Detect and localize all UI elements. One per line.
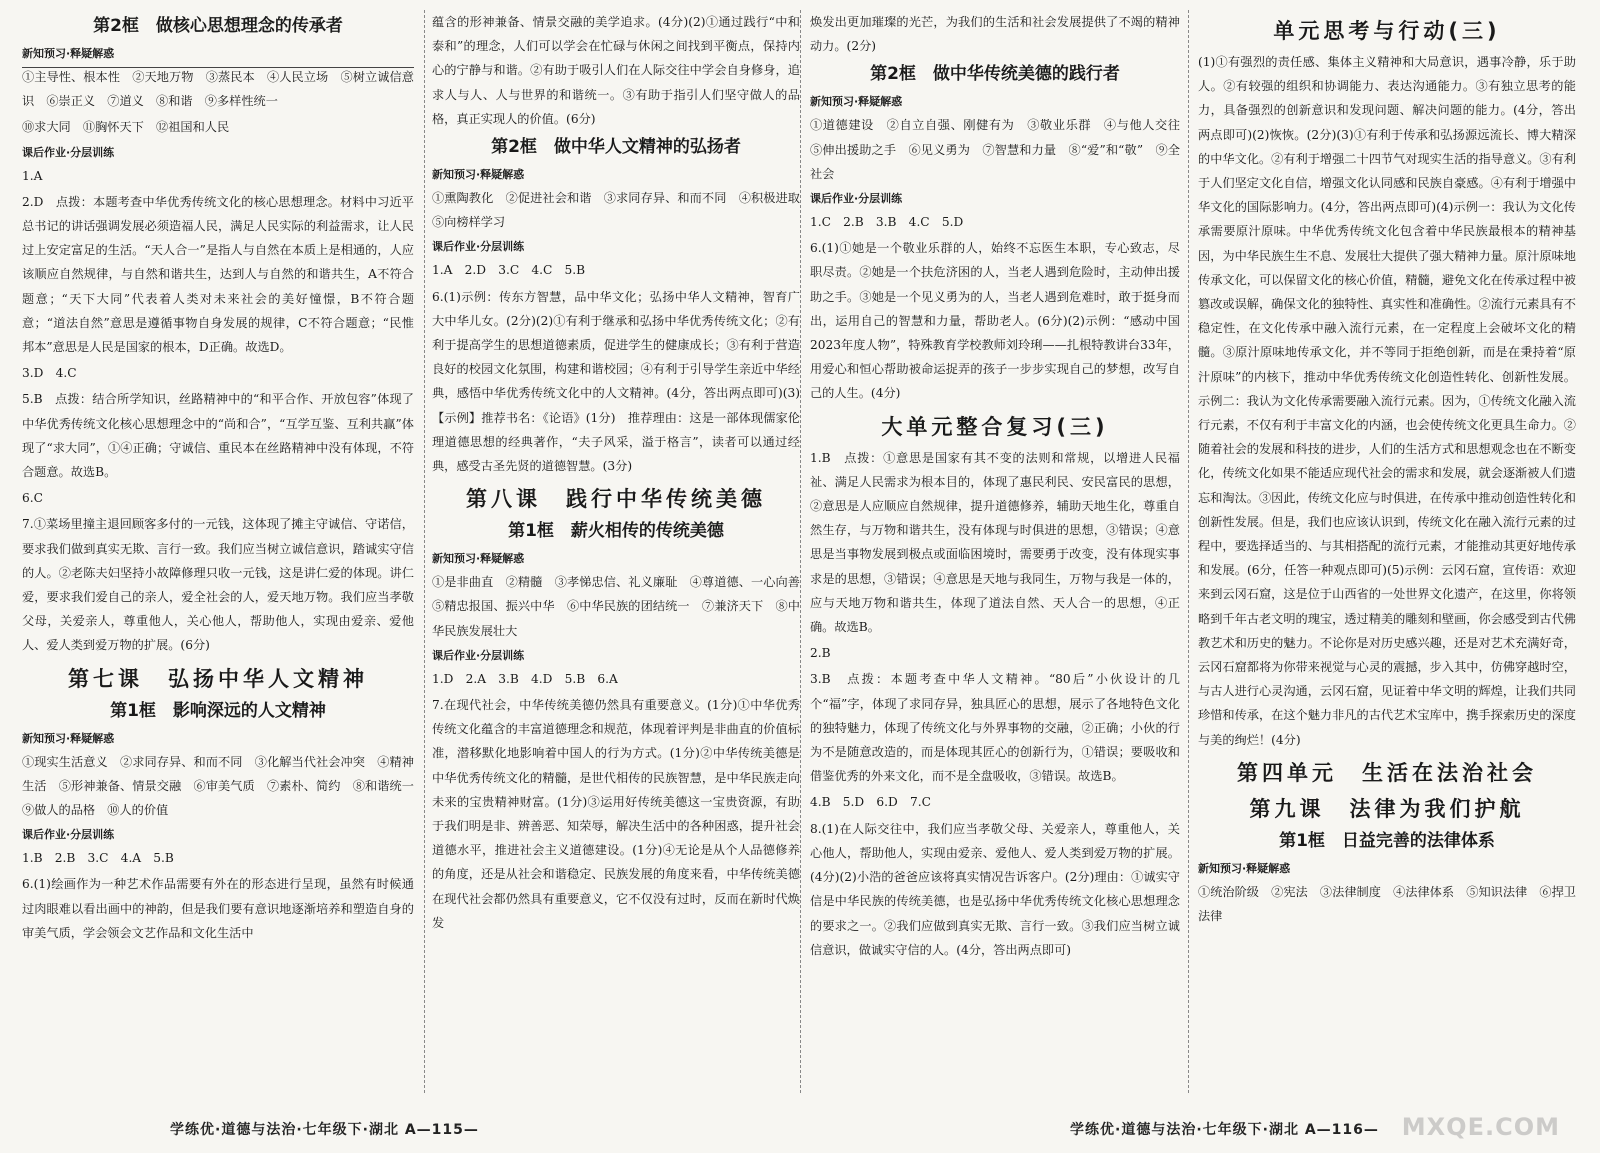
answer-paragraph: ①统治阶级 ②宪法 ③法律制度 ④法律体系 ⑤知识法律 ⑥捍卫法律 [1198, 884, 1576, 924]
answer-paragraph: 1.B 点拨：①意思是国家有其不变的法则和常规，以增进人民福祉、满足人民需求为根本目的，体现了惠民利民、安民富民的思想，②意思是人应顺应自然规律，提升道德修养，辅助天地生化，尊重自然生存，与万物和谐共生，没有体现与时俱进的思想，③错误；④意思是当事物发展到极点或面临困境时，需要勇于改变，没有体现实事求是的思想，③错误；④意思是天地与我同生，万物与我是一体的，应与天地万物和谐共生，体现了道法自然、天人合一的思想，④正确。故选B。 [810, 450, 1180, 635]
answer-paragraph: 1.C 2.B 3.B 4.C 5.D [810, 215, 964, 230]
frame-heading: 第2框 做核心思想理念的传承者 [93, 16, 343, 36]
section-label: 新知预习·释疑解惑 [22, 731, 115, 745]
section-label: 新知预习·释疑解惑 [22, 47, 115, 60]
watermark-logo: MXQE.COM [1401, 1113, 1560, 1141]
answer-paragraph: 焕发出更加璀璨的光芒，为我们的生活和社会发展提供了不竭的精神动力。(2分) [810, 15, 1180, 54]
section-label: 课后作业·分层训练 [22, 145, 115, 159]
column-3 [810, 10, 1193, 1098]
lesson-heading: 第七课 弘扬中华人文精神 [68, 666, 368, 691]
frame-heading: 第1框 日益完善的法律体系 [1279, 830, 1495, 851]
answer-paragraph: 1.A 2.D 3.C 4.C 5.B [432, 263, 586, 278]
answer-paragraph: 3.D 4.C [22, 366, 77, 381]
answer-paragraph: 7.在现代社会，中华传统美德仍然具有重要意义。(1分)①中华优秀传统文化蕴含的丰富道德理念和规范，体现着评判是非曲直的价值标准，潜移默化地影响着中国人的行为方式。(1分)②中华传统美德是中华优秀传统文化的精髓，是世代相传的民族智慧，是中华民族走向未来的宝贵精神财富。(1分)③运用好传统美德这一宝贵资源，有助于我们明是非、辨善恶、知荣辱，解决生活中的各种困惑，提升社会道德水平，推进社会主义道德建设。(1分)④无论是从个人品德修养的角度，还是从社会和谐稳定、民族发展的角度来看，中华传统美德在现代社会都仍然具有重要意义，它不仅没有过时，反而在新时代焕发 [432, 698, 800, 930]
section-label: 课后作业·分层训练 [810, 192, 903, 206]
answer-paragraph: 6.(1)绘画作为一种艺术作品需要有外在的形态进行呈现，虽然有时候通过肉眼难以看出画中的神韵，但是我们要有意识地逐渐培养和塑造自身的审美气质，学会领会文艺作品和文化生活中 [22, 877, 414, 940]
lesson-heading: 第九课 法律为我们护航 [1249, 796, 1525, 821]
section-label: 课后作业·分层训练 [22, 828, 115, 842]
answer-paragraph: 6.(1)示例：传东方智慧，品中华文化；弘扬中华人文精神，智育广大中华儿女。(2分)(2)①有利于继承和弘扬中华优秀传统文化；②有利于提高学生的思想道德素质，促进学生的健康成长；③有利于营造良好的校园文化氛围，构建和谐校园；④有利于引导学生亲近中华经典，感悟中华优秀传统文化中的人文精神。(4分，答出两点即可)(3)【示例】推荐书名：《论语》(1分) 推荐理由：这是一部体现儒家伦理道德思想的经典著作，“夫子风采，溢于格言”，读者可以通过经典，感受古圣先贤的道德智慧。(3分) [432, 289, 800, 474]
answer-paragraph: ⑩求大同 ⑪胸怀天下 ⑫祖国和人民 [22, 120, 230, 135]
section-label: 新知预习·释疑解惑 [1198, 861, 1291, 875]
frame-heading: 第1框 影响深远的人文精神 [110, 700, 326, 721]
frame-heading: 第2框 做中华传统美德的践行者 [870, 64, 1120, 85]
column-4 [1198, 10, 1576, 1098]
section-label: 课后作业·分层训练 [432, 240, 525, 254]
section-label: 课后作业·分层训练 [432, 648, 525, 662]
answer-paragraph: 3.B 点拨：本题考查中华人文精神。“80后”小伙设计的几个“福”字，体现了求同存异，独具匠心的思想，展示了各地特色文化的独特魅力，体现了传统文化与外界事物的交融，②正确；小伙的行为不是随意改造的，而是体现其匠心的创新行为，①错误；要吸收和借鉴优秀的外来文化，而不是全盘吸收，③错误。故选B。 [810, 672, 1180, 784]
section-label: 新知预习·释疑解惑 [432, 552, 525, 566]
column-divider [424, 10, 425, 1093]
answer-paragraph: ①熏陶教化 ②促进社会和谐 ③求同存异、和而不同 ④积极进取 ⑤向榜样学习 [432, 191, 813, 230]
answer-paragraph: 5.B 点拨：结合所学知识，丝路精神中的“和平合作、开放包容”体现了中华优秀传统文化核心思想理念中的“尚和合”，“互学互鉴、互利共赢”体现了“求大同”，①④正确；守诚信、重民本在丝路精神中没有体现，不符合题意。故选B。 [22, 392, 414, 480]
answer-paragraph: 7.①菜场里撞主退回顾客多付的一元钱，这体现了摊主守诚信、守诺信，要求我们做到真实无欺、言行一致。我们应当树立诚信意识，踏诚实守信的人。②老陈夫妇坚持小故障修理只收一元钱，这是讲仁爱的体现。讲仁爱，要求我们爱自己的亲人，爱全社会的人，爱天地万物。我们应当孝敬父母，关爱亲人，尊重他人，关心他人，帮助他人，实现由爱亲、爱他人、爱人类到爱万物的扩展。(6分) [22, 517, 414, 653]
answer-paragraph: ①道德建设 ②自立自强、刚健有为 ③敬业乐群 ④与他人交往 ⑤伸出援助之手 ⑥见义勇为 ⑦智慧和力量 ⑧“爱”和“敬” ⑨全社会 [810, 118, 1193, 181]
section-label: 新知预习·释疑解惑 [810, 95, 903, 109]
answer-paragraph: ①是非曲直 ②精髓 ③孝悌忠信、礼义廉耻 ④尊道德、一心向善 ⑤精忠报国、振兴中华 ⑥中华民族的团结统一 ⑦兼济天下 ⑧中华民族发展壮大 [432, 575, 813, 638]
answer-paragraph: 4.B 5.D 6.D 7.C [810, 795, 931, 810]
answer-paragraph: ①主导性、根本性 ②天地万物 ③蒸民本 ④人民立场 ⑤树立诚信意识 ⑥崇正义 ⑦道义 ⑧和谐 ⑨多样性统一 [22, 70, 414, 109]
answer-paragraph: 蕴含的形神兼备、情景交融的美学追求。(4分)(2)①通过践行“中和泰和”的理念，人们可以学会在忙碌与休闲之间找到平衡点，保持内心的宁静与和谐。②有助于吸引人们在人际交往中学会自身修身，追求人与人、人与世界的和谐统一。③有助于指引人们坚守做人的品格，真正实现人的价值。(6分) [432, 15, 800, 126]
answer-paragraph: ①现实生活意义 ②求同存异、和而不同 ③化解当代社会冲突 ④精神生活 ⑤形神兼备、情景交融 ⑥审美气质 ⑦素朴、简约 ⑧和谐统一 ⑨做人的品格 ⑩人的价值 [22, 754, 427, 818]
answer-paragraph: (1)①有强烈的责任感、集体主义精神和大局意识，遇事冷静，乐于助人。②有较强的组织和协调能力、表达沟通能力。③有独立思考的能力，具备强烈的创新意识和发现问题、解决问题的能力。(4分，答出两点即可)(2)恢恢。(2分)(3)①有利于传承和弘扬源远流长、博大精深的中华文化。②有利于增强二十四节气对现实生活的指导意义。③有利于人们坚定文化自信，增强文化认同感和民族自豪感。④有利于增强中华文化的国际影响力。(4分，答出两点即可)(4)示例一：我认为文化传承需要原汁原味。中华优秀传统文化包含着中华民族最根本的精神基因，为中华民族生生不息、发展壮大提供了强大精神力量。原汁原味地传承文化，可以保留文化的核心价值，精髓，避免文化在传承过程中被篡改或误解，确保文化的独特性、真实性和准确性。②流行元素具有不稳定性，在文化传承中融入流行元素，在一定程度上会破坏文化的精髓。③原汁原味地传承文化，并不等同于拒绝创新，而是在秉持着“原汁原味”的内核下，推动中华优秀传统文化创造性转化、创新性发展。示例二：我认为文化传承需要融入流行元素。因为，①传统文化融入流行元素，不仅有利于丰富文化的内涵，也会使传统文化更具生命力。②随着社会的发展和科技的进步，人们的生活方式和思想观念也在不断变化，传统文化如果不能适应现代社会的需求和发展，就会逐渐被人们遗忘和淘汰。③因此，传统文化应与时俱进，在传承中推动创造性转化和创新性发展。但是，我们也应该认识到，传统文化在融入流行元素的过程中，要选择适当的、与其相搭配的流行元素，才能推动其更好地传承和发展。(6分，任答一种观点即可)(5)示例：云冈石窟，宣传语：欢迎来到云冈石窟，这是位于山西省的一处世界文化遗产，在这里，你将领略到千年古老文明的瑰宝，透过精美的雕刻和壁画，你会感受到古代佛教艺术和历史的魅力。不论你是对历史感兴趣，还是对艺术充满好奇，云冈石窟都将为你带来视觉与心灵的震撼，步入其中，仿佛穿越时空，与古人进行心灵沟通，云冈石窟，见证着中华文明的辉煌，让我们共同珍惜和传承，在这个魅力非凡的古代艺术宝库中，携手探索历史的深度与美的绚烂！(4分) [1198, 55, 1576, 747]
unit-heading: 第四单元 生活在法治社会 [1237, 760, 1537, 785]
page-footer: 学练优·道德与法治·七年级下·湖北 A—115— [170, 1122, 479, 1138]
unit-think-heading: 单元思考与行动(三) [1273, 19, 1501, 43]
frame-heading: 第1框 薪火相传的传统美德 [508, 521, 724, 542]
answer-paragraph: 1.B 2.B 3.C 4.A 5.B [22, 851, 174, 866]
answer-paragraph: 1.A [22, 168, 43, 183]
answer-paragraph: 6.C [22, 491, 43, 506]
review-heading: 大单元整合复习(三) [881, 414, 1109, 439]
lesson-heading: 第八课 践行中华传统美德 [466, 487, 766, 512]
frame-heading: 第2框 做中华人文精神的弘扬者 [491, 137, 741, 158]
page-footer: 学练优·道德与法治·七年级下·湖北 A—116— [1070, 1122, 1379, 1138]
answer-paragraph: 1.D 2.A 3.B 4.D 5.B 6.A [432, 671, 618, 686]
answer-paragraph: 2.B [810, 646, 831, 661]
column-1 [22, 10, 427, 1098]
answer-paragraph: 8.(1)在人际交往中，我们应当孝敬父母、关爱亲人，尊重他人，关心他人，帮助他人，实现由爱亲、爱他人、爱人类到爱万物的扩展。(4分)(2)小浩的爸爸应该将真实情况告诉客户。(2分)理由：①诚实守信是中华民族的传统美德，也是弘扬中华优秀传统文化核心思想理念的要求之一。②我们应做到真实无欺、言行一致。③我们应当树立诚信意识，做诚实守信的人。(4分，答出两点即可) [810, 821, 1180, 957]
section-label: 新知预习·释疑解惑 [432, 168, 525, 182]
answer-paragraph: 6.(1)①她是一个敬业乐群的人，始终不忘医生本职，专心致志，尽职尽责。②她是一个扶危济困的人，当老人遇到危险时，主动伸出援助之手。③她是一个见义勇为的人，当老人遇到危难时，敢于挺身而出，运用自己的智慧和力量，帮助老人。(6分)(2)示例：“感动中国2023年度人物”，特殊教育学校教师刘玲琍——扎根特教讲台33年，用爱心和恒心帮助被命运捉弄的孩子一步步实现自己的梦想，改写自己的人生。(4分) [810, 241, 1180, 401]
page-gutter [800, 10, 801, 1093]
answer-paragraph: 2.D 点拨：本题考查中华优秀传统文化的核心思想理念。材料中习近平总书记的讲话强调发展必须造福人民，满足人民实际的利益需求，让人民过上安定富足的生活。“天人合一”是指人与自然在本质上是相通的，人应该顺应自然规律，与自然和谐共生，达到人与自然的和谐共生，A不符合题意；“天下大同”代表着人类对未来社会的美好憧憬，B不符合题意；“道法自然”意思是遵循事物自身发展的规律，C不符合题意；“民惟邦本”意思是人民是国家的根本，D正确。故选D。 [22, 194, 414, 355]
column-2 [432, 10, 813, 1098]
divider [22, 67, 414, 68]
right-page [800, 0, 1600, 1153]
column-divider [1188, 10, 1189, 1093]
